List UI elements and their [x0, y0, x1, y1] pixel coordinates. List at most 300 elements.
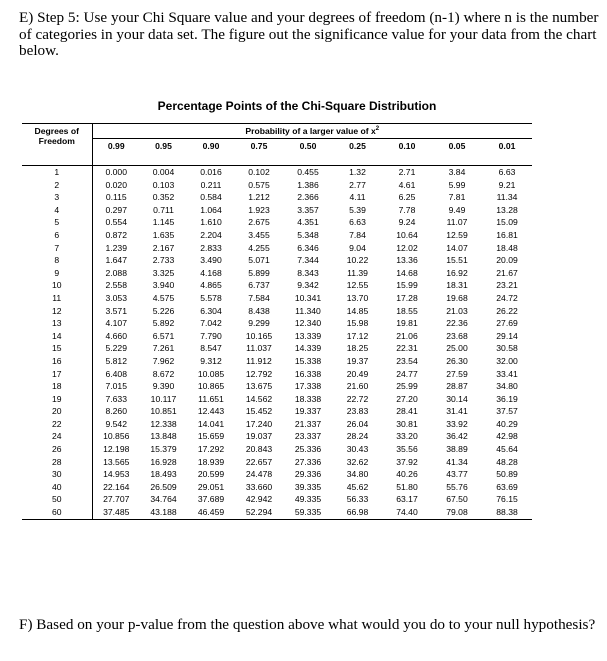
column-header: 0.10: [398, 141, 416, 151]
value-cell: 31.41: [446, 406, 468, 417]
value-cell: 22.36: [446, 318, 468, 329]
df-header-line1: Degrees of: [34, 126, 79, 136]
value-cell: 0.297: [105, 204, 127, 215]
value-cell: 6.737: [248, 280, 270, 291]
value-cell: 40.29: [496, 418, 518, 429]
value-cell: 24.478: [245, 469, 273, 480]
df-cell: 26: [22, 443, 92, 456]
value-cell: 2.558: [105, 280, 127, 291]
value-cell: 10.165: [245, 330, 273, 341]
value-cell: 63.17: [396, 494, 418, 505]
value-cell: 16.81: [496, 229, 518, 240]
value-cell: 5.348: [297, 229, 319, 240]
value-cell: 33.20: [396, 431, 418, 442]
value-cell: 8.672: [152, 368, 175, 379]
value-cell: 74.40: [382, 506, 432, 519]
value-cell: 29.051: [197, 481, 225, 492]
value-cell: 21.60: [346, 381, 369, 392]
column-header: 0.99: [107, 141, 125, 151]
header-spacer-wide: [92, 153, 532, 166]
value-cell: 3.940: [152, 280, 175, 291]
df-cell: 40: [22, 481, 92, 494]
table-row: [22, 456, 532, 469]
value-cell: 28.41: [396, 406, 418, 417]
value-cell: 5.071: [248, 255, 270, 266]
value-cell: 2.167: [152, 242, 175, 253]
value-cell: 0.102: [248, 167, 270, 177]
value-cell: 8.438: [248, 305, 270, 316]
value-cell: 19.37: [346, 355, 369, 366]
df-header: [22, 124, 92, 154]
value-cell: 22.164: [103, 481, 130, 492]
value-cell: 5.99: [448, 179, 466, 190]
value-cell: 13.28: [496, 204, 518, 215]
value-cell: 10.117: [150, 393, 177, 404]
value-cell: 0.004: [152, 167, 175, 177]
value-cell: 7.261: [152, 343, 175, 354]
column-header: 0.95: [155, 141, 172, 151]
value-cell: 14.07: [446, 242, 468, 253]
value-cell: 12.443: [197, 406, 225, 417]
value-cell: 7.962: [152, 355, 175, 366]
value-cell: 7.78: [398, 204, 416, 215]
value-cell: 5.892: [152, 318, 175, 329]
column-header-row: [22, 139, 532, 154]
probability-header: [92, 124, 532, 139]
value-cell: 37.485: [92, 506, 140, 519]
value-cell: 5.899: [248, 267, 270, 278]
value-cell: 6.304: [200, 305, 222, 316]
table-row: [22, 229, 532, 242]
value-cell: 27.20: [396, 393, 418, 404]
value-cell: 24.77: [396, 368, 418, 379]
value-cell: 51.80: [396, 481, 418, 492]
value-cell: 9.49: [448, 204, 466, 215]
value-cell: 46.459: [187, 506, 235, 519]
table-title: Percentage Points of the Chi-Square Distribution: [157, 99, 437, 113]
value-cell: 32.00: [496, 355, 518, 366]
value-cell: 19.81: [396, 318, 418, 329]
value-cell: 63.69: [496, 481, 518, 492]
value-cell: 6.346: [297, 242, 319, 253]
value-cell: 56.33: [346, 494, 369, 505]
column-header: 0.05: [448, 141, 466, 151]
value-cell: 45.62: [346, 481, 369, 492]
value-cell: 43.188: [140, 506, 187, 519]
value-cell: 0.711: [153, 204, 174, 215]
df-cell: 13: [22, 317, 92, 330]
df-cell: 50: [22, 493, 92, 506]
value-cell: 12.59: [446, 229, 468, 240]
value-cell: 13.848: [150, 431, 177, 442]
value-cell: 11.037: [246, 343, 272, 354]
df-cell: 16: [22, 355, 92, 368]
value-cell: 13.565: [103, 456, 130, 467]
value-cell: 12.340: [294, 318, 322, 329]
value-cell: 7.633: [105, 393, 127, 404]
df-cell: 17: [22, 368, 92, 381]
value-cell: 9.04: [349, 242, 366, 253]
value-cell: 3.490: [200, 255, 222, 266]
value-cell: 2.088: [105, 267, 127, 278]
value-cell: 26.509: [150, 481, 177, 492]
value-cell: 34.80: [496, 381, 518, 392]
value-cell: 4.168: [200, 267, 222, 278]
value-cell: 1.647: [105, 255, 127, 266]
df-cell: 19: [22, 393, 92, 406]
probability-header-text: Probability of a larger value of x: [245, 126, 376, 136]
value-cell: 48.28: [496, 456, 518, 467]
value-cell: 19.037: [245, 431, 273, 442]
value-cell: 3.053: [105, 292, 127, 303]
value-cell: 22.657: [245, 456, 273, 467]
value-cell: 45.64: [496, 444, 518, 455]
table-row: [22, 305, 532, 318]
value-cell: 11.912: [246, 355, 272, 366]
value-cell: 4.11: [349, 192, 366, 203]
value-cell: 23.21: [496, 280, 518, 291]
value-cell: 6.25: [398, 192, 416, 203]
chi-square-table: [22, 123, 532, 520]
value-cell: 26.22: [496, 305, 518, 316]
df-cell: 20: [22, 405, 92, 418]
value-cell: 1.635: [152, 229, 175, 240]
value-cell: 12.55: [346, 280, 369, 291]
value-cell: 0.872: [105, 229, 127, 240]
value-cell: 7.584: [248, 292, 270, 303]
df-cell: 3: [22, 191, 92, 204]
value-cell: 4.255: [248, 242, 270, 253]
value-cell: 5.226: [152, 305, 175, 316]
df-cell: 6: [22, 229, 92, 242]
df-cell: 15: [22, 342, 92, 355]
df-cell: 30: [22, 468, 92, 481]
value-cell: 29.336: [294, 469, 322, 480]
value-cell: 20.49: [346, 368, 369, 379]
df-cell: 10: [22, 279, 92, 292]
value-cell: 2.366: [297, 192, 319, 203]
value-cell: 9.542: [105, 418, 127, 429]
df-cell: 2: [22, 179, 92, 192]
value-cell: 29.14: [496, 330, 518, 341]
value-cell: 12.338: [150, 418, 177, 429]
value-cell: 23.54: [396, 355, 418, 366]
value-cell: 42.98: [496, 431, 518, 442]
value-cell: 0.103: [152, 179, 175, 190]
value-cell: 1.386: [297, 179, 319, 190]
value-cell: 15.09: [496, 217, 518, 228]
table-row: [22, 191, 532, 204]
value-cell: 15.99: [396, 280, 418, 291]
table-row: [22, 468, 532, 481]
value-cell: 7.81: [448, 192, 466, 203]
value-cell: 32.62: [346, 456, 369, 467]
value-cell: 76.15: [496, 494, 518, 505]
value-cell: 1.212: [248, 192, 270, 203]
value-cell: 23.83: [346, 406, 369, 417]
value-cell: 2.204: [200, 229, 222, 240]
value-cell: 11.340: [295, 305, 321, 316]
value-cell: 12.198: [103, 444, 130, 455]
value-cell: 17.28: [396, 292, 418, 303]
value-cell: 7.042: [200, 318, 222, 329]
table-row: [22, 481, 532, 494]
value-cell: 1.32: [349, 167, 366, 177]
probability-header-superscript: 2: [375, 126, 380, 133]
value-cell: 16.338: [294, 368, 322, 379]
value-cell: 0.000: [105, 167, 127, 177]
value-cell: 0.016: [200, 167, 222, 177]
value-cell: 4.575: [152, 292, 175, 303]
value-cell: 1.923: [248, 204, 270, 215]
value-cell: 3.325: [152, 267, 175, 278]
value-cell: 4.865: [200, 280, 222, 291]
value-cell: 33.41: [496, 368, 518, 379]
table-row: [22, 317, 532, 330]
value-cell: 30.14: [446, 393, 468, 404]
question-f: F) Based on your p-value from the question above what would you do to your null hypothesis?: [19, 616, 596, 633]
value-cell: 15.452: [245, 406, 273, 417]
value-cell: 9.21: [498, 179, 516, 190]
value-cell: 26.04: [346, 418, 369, 429]
value-cell: 14.68: [396, 267, 418, 278]
value-cell: 25.99: [396, 381, 418, 392]
table-row: [22, 405, 532, 418]
value-cell: 9.299: [248, 318, 270, 329]
table-row: [22, 368, 532, 381]
value-cell: 25.00: [446, 343, 468, 354]
value-cell: 34.80: [346, 469, 369, 480]
table-row: [22, 292, 532, 305]
df-cell: 18: [22, 380, 92, 393]
value-cell: 15.338: [294, 355, 322, 366]
value-cell: 0.554: [105, 217, 127, 228]
table-row: [22, 267, 532, 280]
value-cell: 23.68: [446, 330, 468, 341]
value-cell: 10.22: [346, 255, 369, 266]
value-cell: 11.34: [496, 192, 518, 203]
value-cell: 7.84: [349, 229, 366, 240]
df-cell: 11: [22, 292, 92, 305]
value-cell: 39.335: [294, 481, 322, 492]
value-cell: 14.562: [245, 393, 273, 404]
value-cell: 0.584: [200, 192, 222, 203]
value-cell: 15.659: [197, 431, 225, 442]
value-cell: 10.856: [103, 431, 130, 442]
value-cell: 3.357: [297, 204, 319, 215]
value-cell: 27.59: [446, 368, 468, 379]
df-header-line2: Freedom: [38, 136, 75, 146]
value-cell: 18.25: [346, 343, 369, 354]
value-cell: 22.31: [396, 343, 418, 354]
value-cell: 1.239: [105, 242, 127, 253]
value-cell: 18.493: [150, 469, 177, 480]
value-cell: 33.660: [245, 481, 273, 492]
value-cell: 49.335: [294, 494, 322, 505]
value-cell: 30.81: [396, 418, 418, 429]
value-cell: 67.50: [446, 494, 468, 505]
column-header: 0.25: [349, 141, 366, 151]
value-cell: 10.865: [197, 381, 225, 392]
value-cell: 10.341: [294, 292, 322, 303]
value-cell: 16.928: [150, 456, 177, 467]
value-cell: 23.337: [294, 431, 322, 442]
value-cell: 6.63: [498, 167, 516, 177]
value-cell: 3.455: [248, 229, 270, 240]
value-cell: 3.84: [448, 167, 466, 177]
value-cell: 43.77: [446, 469, 468, 480]
value-cell: 7.344: [297, 255, 319, 266]
value-cell: 14.85: [346, 305, 369, 316]
value-cell: 15.51: [446, 255, 468, 266]
value-cell: 7.015: [105, 381, 127, 392]
column-header: 0.50: [299, 141, 317, 151]
value-cell: 36.42: [446, 431, 468, 442]
value-cell: 0.575: [248, 179, 270, 190]
value-cell: 11.07: [446, 217, 468, 228]
df-cell: 28: [22, 456, 92, 469]
table-row: [22, 355, 532, 368]
value-cell: 27.69: [496, 318, 518, 329]
value-cell: 55.76: [446, 481, 468, 492]
df-cell: 1: [22, 166, 92, 179]
value-cell: 6.63: [349, 217, 366, 228]
value-cell: 15.379: [150, 444, 177, 455]
value-cell: 50.89: [496, 469, 518, 480]
value-cell: 28.24: [346, 431, 369, 442]
value-cell: 4.107: [105, 318, 127, 329]
value-cell: 9.342: [297, 280, 319, 291]
value-cell: 33.92: [446, 418, 468, 429]
value-cell: 3.571: [105, 305, 127, 316]
chi-square-table-figure: [22, 98, 532, 556]
value-cell: 88.38: [482, 506, 532, 519]
value-cell: 11.651: [198, 393, 224, 404]
table-row: [22, 179, 532, 192]
value-cell: 19.68: [446, 292, 468, 303]
value-cell: 37.57: [496, 406, 518, 417]
value-cell: 79.08: [432, 506, 482, 519]
df-cell: 24: [22, 430, 92, 443]
value-cell: 18.31: [446, 280, 468, 291]
value-cell: 30.58: [496, 343, 518, 354]
value-cell: 18.338: [294, 393, 322, 404]
df-cell: 9: [22, 267, 92, 280]
value-cell: 4.61: [398, 179, 416, 190]
table-row: [22, 493, 532, 506]
value-cell: 9.312: [200, 355, 222, 366]
value-cell: 6.408: [105, 368, 127, 379]
value-cell: 11.39: [347, 267, 368, 278]
df-cell: 8: [22, 254, 92, 267]
table-row: [22, 393, 532, 406]
table-row: [22, 166, 532, 179]
value-cell: 40.26: [396, 469, 418, 480]
value-cell: 2.77: [349, 179, 366, 190]
header-spacer: [22, 153, 92, 166]
value-cell: 13.70: [346, 292, 369, 303]
value-cell: 5.578: [200, 292, 222, 303]
table-row: [22, 506, 532, 519]
value-cell: 4.351: [297, 217, 319, 228]
value-cell: 28.87: [446, 381, 468, 392]
table-row: [22, 279, 532, 292]
value-cell: 35.56: [396, 444, 418, 455]
value-cell: 37.689: [197, 494, 225, 505]
value-cell: 20.599: [197, 469, 225, 480]
table-row: [22, 443, 532, 456]
df-cell: 4: [22, 204, 92, 217]
value-cell: 0.211: [200, 179, 222, 190]
value-cell: 27.336: [294, 456, 322, 467]
value-cell: 9.24: [398, 217, 416, 228]
value-cell: 6.571: [152, 330, 175, 341]
df-cell: 60: [22, 506, 92, 519]
value-cell: 22.72: [346, 393, 369, 404]
value-cell: 8.260: [105, 406, 127, 417]
value-cell: 30.43: [346, 444, 369, 455]
value-cell: 0.020: [105, 179, 127, 190]
table-row: [22, 216, 532, 229]
value-cell: 15.98: [346, 318, 369, 329]
value-cell: 9.390: [152, 381, 175, 392]
value-cell: 38.89: [446, 444, 468, 455]
value-cell: 26.30: [446, 355, 468, 366]
value-cell: 10.085: [197, 368, 225, 379]
table-row: [22, 242, 532, 255]
value-cell: 13.339: [294, 330, 322, 341]
value-cell: 14.041: [197, 418, 225, 429]
value-cell: 2.71: [398, 167, 416, 177]
value-cell: 8.547: [200, 343, 222, 354]
column-header: 0.01: [498, 141, 516, 151]
df-cell: 22: [22, 418, 92, 431]
df-cell: 12: [22, 305, 92, 318]
value-cell: 66.98: [333, 506, 382, 519]
value-cell: 27.707: [103, 494, 130, 505]
value-cell: 42.942: [245, 494, 273, 505]
value-cell: 14.953: [103, 469, 130, 480]
value-cell: 21.337: [294, 418, 322, 429]
value-cell: 18.55: [396, 305, 418, 316]
value-cell: 21.67: [496, 267, 518, 278]
value-cell: 10.64: [396, 229, 418, 240]
value-cell: 4.660: [105, 330, 127, 341]
table-row: [22, 254, 532, 267]
df-cell: 14: [22, 330, 92, 343]
value-cell: 8.343: [297, 267, 319, 278]
table-row: [22, 204, 532, 217]
table-body: [22, 166, 532, 520]
table-row: [22, 330, 532, 343]
value-cell: 16.92: [446, 267, 468, 278]
value-cell: 7.790: [200, 330, 222, 341]
value-cell: 12.792: [245, 368, 273, 379]
column-header: 0.75: [250, 141, 268, 151]
value-cell: 2.733: [152, 255, 175, 266]
df-cell: 7: [22, 242, 92, 255]
value-cell: 18.48: [496, 242, 518, 253]
step5-instructions: E) Step 5: Use your Chi Square value and your degrees of freedom (n-1) where n is the number of categories in your data set. The figure out the significance value for your data from the chart below.: [19, 9, 599, 59]
value-cell: 0.455: [297, 167, 319, 177]
table-row: [22, 418, 532, 431]
value-cell: 12.02: [396, 242, 418, 253]
value-cell: 13.36: [396, 255, 418, 266]
value-cell: 1.610: [200, 217, 222, 228]
value-cell: 0.115: [105, 192, 127, 203]
value-cell: 10.851: [150, 406, 177, 417]
value-cell: 34.764: [150, 494, 177, 505]
